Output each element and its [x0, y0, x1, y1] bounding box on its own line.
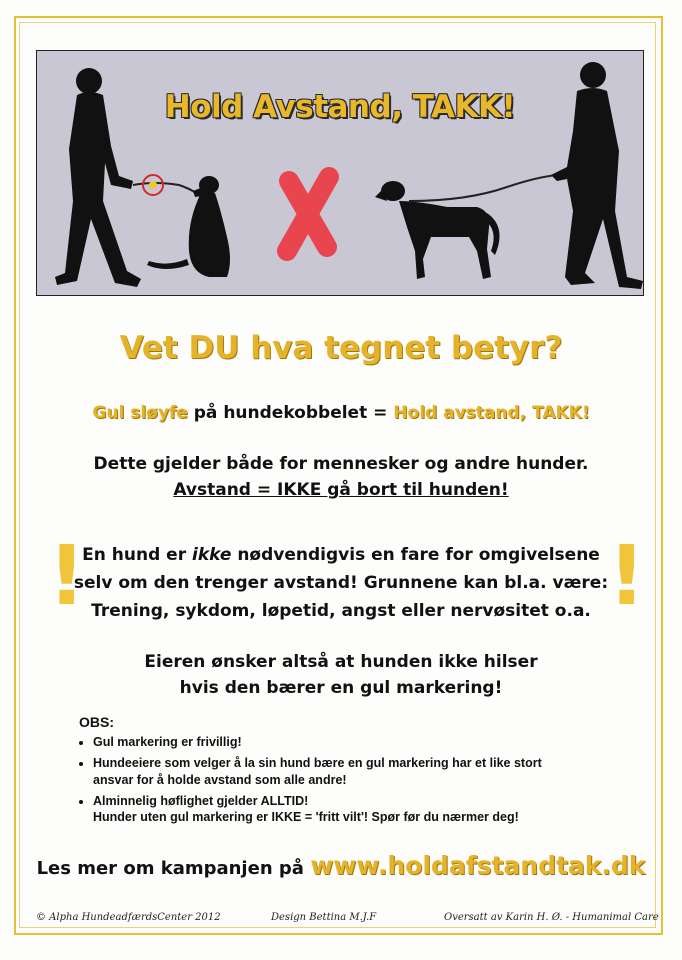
- campaign-line: [0, 851, 682, 880]
- ribbon-term: Gul sløyfe: [92, 403, 188, 423]
- reason-line-1: [0, 545, 682, 565]
- obs-item-text: Alminnelig høflighet gjelder ALLTID!: [93, 793, 309, 808]
- applies-line-1: Dette gjelder både for mennesker og andre hunder.: [93, 454, 589, 474]
- banner-title: Hold Avstand, TAKK!: [164, 89, 516, 125]
- footer-design: Design Bettina M.J.F: [271, 912, 377, 923]
- obs-item-continuation: ansvar for å holde avstand som alle andre!: [93, 772, 347, 787]
- left-dog-silhouette: [147, 176, 230, 277]
- reason-text-a: En hund er: [82, 545, 193, 565]
- campaign-url-link[interactable]: www.holdafstandtak.dk: [310, 851, 646, 880]
- obs-item-continuation: Hunder uten gul markering er IKKE = 'fritt vilt'! Spør før du nærmer deg!: [93, 810, 519, 824]
- obs-list: [79, 734, 599, 825]
- footer-copyright: © Alpha HundeadfærdsCenter 2012: [36, 912, 221, 923]
- owner-line-2: hvis den bærer en gul markering!: [179, 678, 503, 698]
- red-cross: [287, 177, 329, 251]
- obs-item: [93, 755, 599, 788]
- reason-emphasis: ikke: [192, 545, 232, 565]
- banner-illustration: [36, 50, 644, 296]
- left-exclamation-icon: !: [48, 529, 86, 624]
- obs-item-text: Hundeeiere som velger å la sin hund bære en gul markering har et like stort: [93, 756, 542, 771]
- obs-item: • Gul markering er frivillig!: [93, 734, 599, 750]
- ribbon-text: på hundekobbelet =: [187, 403, 394, 423]
- banner-art: [37, 51, 644, 296]
- yellow-ribbon: [149, 181, 157, 189]
- applies-line-2: Avstand = IKKE gå bort til hunden!: [173, 480, 509, 500]
- obs-section: [79, 714, 599, 830]
- ribbon-meaning-line: [0, 403, 682, 423]
- owner-line-1: Eieren ønsker altså at hunden ikke hilser: [144, 652, 538, 672]
- footer-translation: Oversatt av Karin H. Ø. - Humanimal Care: [444, 912, 659, 923]
- obs-title: OBS:: [79, 714, 114, 730]
- campaign-text: Les mer om kampanjen på: [36, 858, 311, 879]
- right-exclamation-icon: !: [608, 529, 646, 624]
- reason-line-2: selv om den trenger avstand! Grunnene kan bl.a. være:: [73, 573, 609, 593]
- reason-line-3: Trening, sykdom, løpetid, angst eller nervøsitet o.a.: [91, 601, 591, 621]
- obs-item: [93, 793, 599, 826]
- right-dog-silhouette: [375, 181, 500, 279]
- ribbon-meaning: Hold avstand, TAKK!: [393, 403, 590, 423]
- page-headline: Vet DU hva tegnet betyr?: [119, 330, 563, 366]
- right-leash: [409, 175, 557, 201]
- reason-text-b: nødvendigvis en fare for omgivelsene: [231, 545, 600, 565]
